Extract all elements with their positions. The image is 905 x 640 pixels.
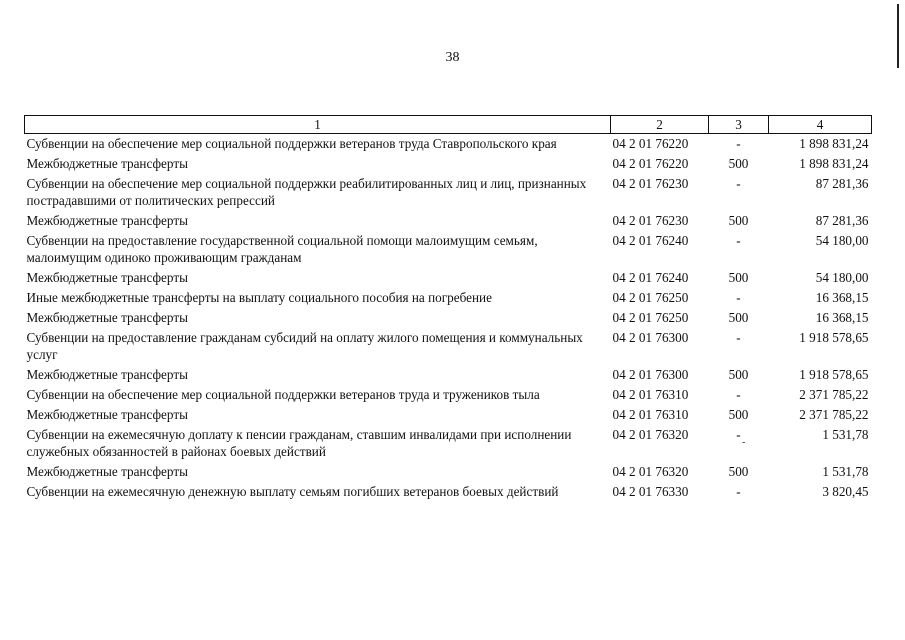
row-amount: 1 898 831,24	[799, 156, 869, 171]
row-amount: 87 281,36	[815, 176, 869, 191]
table-header	[25, 116, 872, 134]
row-code: 04 2 01 76250	[612, 290, 689, 305]
row-name: Межбюджетные трансферты	[26, 464, 188, 479]
row-amount: 3 820,45	[822, 484, 869, 499]
page-number: 38	[445, 50, 460, 65]
row-code: 04 2 01 76250	[612, 310, 689, 325]
row-name: Субвенции на предоставление государственной социальной помощи малоимущим семьям, малоимущим одиноко проживающим гражданам	[26, 233, 538, 265]
row-amount: 1 531,78	[822, 464, 869, 479]
header-col-1: 1	[25, 116, 611, 134]
row-amount: 87 281,36	[815, 213, 869, 228]
table-row	[25, 328, 872, 365]
row-code: 04 2 01 76300	[612, 367, 689, 382]
row-kind: -	[736, 176, 741, 191]
row-code: 04 2 01 76320	[612, 427, 689, 442]
row-kind: -	[736, 233, 741, 248]
table-row	[25, 308, 872, 328]
row-amount: 1 898 831,24	[799, 136, 869, 151]
row-kind: 500	[728, 270, 749, 285]
row-name: Субвенции на предоставление гражданам субсидий на оплату жилого помещения и коммунальных услуг	[26, 330, 583, 362]
row-code: 04 2 01 76230	[612, 213, 689, 228]
row-code: 04 2 01 76220	[612, 136, 689, 151]
row-amount: 16 368,15	[815, 310, 869, 325]
table-row	[25, 231, 872, 268]
table-row	[25, 288, 872, 308]
row-name: Межбюджетные трансферты	[26, 407, 188, 422]
row-name: Межбюджетные трансферты	[26, 213, 188, 228]
table-row	[25, 134, 872, 155]
row-kind: -	[736, 290, 741, 305]
row-kind: 500	[728, 407, 749, 422]
row-kind: 500	[728, 464, 749, 479]
row-amount: 1 918 578,65	[799, 330, 869, 345]
row-kind: -	[736, 136, 741, 151]
row-code: 04 2 01 76300	[612, 330, 689, 345]
row-amount: 16 368,15	[815, 290, 869, 305]
row-amount: 2 371 785,22	[799, 407, 869, 422]
table-row	[25, 211, 872, 231]
row-amount: 54 180,00	[815, 270, 869, 285]
row-name: Межбюджетные трансферты	[26, 367, 188, 382]
table-row	[25, 268, 872, 288]
header-col-2: 2	[611, 116, 709, 134]
row-amount: 1 531,78	[822, 427, 869, 442]
table-row	[25, 154, 872, 174]
row-name: Субвенции на обеспечение мер социальной поддержки реабилитированных лиц и лиц, признанных пострадавшими от политических репрессий	[26, 176, 587, 208]
row-amount: 54 180,00	[815, 233, 869, 248]
row-kind: -	[736, 387, 741, 402]
table-row	[25, 174, 872, 211]
row-code: 04 2 01 76320	[612, 464, 689, 479]
row-code: 04 2 01 76240	[612, 270, 689, 285]
scan-edge-mark	[897, 4, 899, 68]
row-kind: 500	[728, 310, 749, 325]
table-row	[25, 482, 872, 502]
row-name: Субвенции на обеспечение мер социальной поддержки ветеранов труда Ставропольского края	[26, 136, 557, 151]
header-row	[25, 116, 872, 134]
header-col-4: 4	[769, 116, 872, 134]
table-row	[25, 462, 872, 482]
row-code: 04 2 01 76230	[612, 176, 689, 191]
stray-mark: -	[742, 437, 746, 448]
header-col-3: 3	[709, 116, 769, 134]
row-code: 04 2 01 76310	[612, 387, 689, 402]
row-kind: 500	[728, 213, 749, 228]
row-name: Межбюджетные трансферты	[26, 156, 188, 171]
row-code: 04 2 01 76310	[612, 407, 689, 422]
row-code: 04 2 01 76330	[612, 484, 689, 499]
row-code: 04 2 01 76240	[612, 233, 689, 248]
row-name: Межбюджетные трансферты	[26, 310, 188, 325]
row-kind: 500	[728, 156, 749, 171]
table-row	[25, 385, 872, 405]
table-row	[25, 365, 872, 385]
row-kind: -	[736, 484, 741, 499]
row-amount: 1 918 578,65	[799, 367, 869, 382]
row-name: Иные межбюджетные трансферты на выплату социального пособия на погребение	[26, 290, 492, 305]
row-amount: 2 371 785,22	[799, 387, 869, 402]
table-row	[25, 405, 872, 425]
row-code: 04 2 01 76220	[612, 156, 689, 171]
row-kind: -	[736, 427, 741, 442]
row-kind: -	[736, 330, 741, 345]
row-kind: 500	[728, 367, 749, 382]
row-name: Субвенции на ежемесячную доплату к пенсии гражданам, ставшим инвалидами при исполнении служебных обязанностей в районах боевых действий	[26, 427, 572, 459]
row-name: Субвенции на ежемесячную денежную выплату семьям погибших ветеранов боевых действий	[26, 484, 559, 499]
row-name: Межбюджетные трансферты	[26, 270, 188, 285]
row-name: Субвенции на обеспечение мер социальной поддержки ветеранов труда и тружеников тыла	[26, 387, 540, 402]
